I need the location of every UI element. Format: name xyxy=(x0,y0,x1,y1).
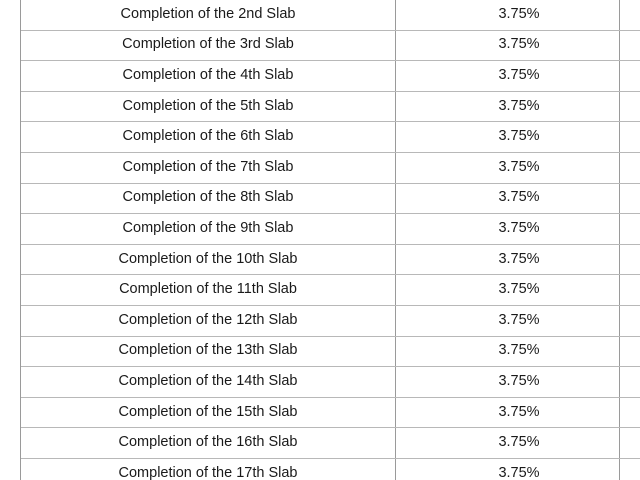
percentage-cell: 3.75% xyxy=(396,244,640,275)
percentage-cell: 3.75% xyxy=(396,305,640,336)
table-body xyxy=(21,0,640,480)
table-row xyxy=(21,91,640,122)
table-row xyxy=(21,244,640,275)
milestone-cell: Completion of the 5th Slab xyxy=(21,91,396,122)
percentage-cell: 3.75% xyxy=(396,336,640,367)
table-row xyxy=(21,305,640,336)
table-row xyxy=(21,122,640,153)
table-row xyxy=(21,61,640,92)
percentage-cell: 3.75% xyxy=(396,397,640,428)
table-row xyxy=(21,367,640,398)
table-row xyxy=(21,214,640,245)
percentage-cell: 3.75% xyxy=(396,428,640,459)
milestone-cell: Completion of the 17th Slab xyxy=(21,458,396,480)
percentage-cell: 3.75% xyxy=(396,61,640,92)
percentage-cell: 3.75% xyxy=(396,91,640,122)
table-row xyxy=(21,152,640,183)
percentage-cell: 3.75% xyxy=(396,183,640,214)
percentage-cell: 3.75% xyxy=(498,464,540,480)
percentage-cell: 3.75% xyxy=(396,367,640,398)
percentage-cell: 3.75% xyxy=(396,30,640,61)
percentage-cell: 3.75% xyxy=(396,275,640,306)
payment-schedule-table xyxy=(21,0,640,480)
milestone-cell: Completion of the 6th Slab xyxy=(21,122,396,153)
percentage-cell: 3.75% xyxy=(396,152,640,183)
table-row xyxy=(21,458,640,480)
milestone-cell: Completion of the 7th Slab xyxy=(21,152,396,183)
milestone-cell: Completion of the 10th Slab xyxy=(21,244,396,275)
table-row xyxy=(21,275,640,306)
percentage-cell: 3.75% xyxy=(396,214,640,245)
table-row xyxy=(21,30,640,61)
table-row xyxy=(21,0,640,30)
table-row xyxy=(21,397,640,428)
milestone-cell: Completion of the 2nd Slab xyxy=(21,0,396,30)
milestone-cell: Completion of the 12th Slab xyxy=(21,305,396,336)
milestone-cell: Completion of the 13th Slab xyxy=(21,336,396,367)
table-row xyxy=(21,428,640,459)
milestone-cell: Completion of the 8th Slab xyxy=(21,183,396,214)
milestone-cell: Completion of the 11th Slab xyxy=(21,275,396,306)
table-row xyxy=(21,336,640,367)
percentage-cell: 3.75% xyxy=(396,0,640,30)
percentage-cell: 3.75% xyxy=(396,122,640,153)
milestone-cell: Completion of the 16th Slab xyxy=(21,428,396,459)
table-row xyxy=(21,183,640,214)
milestone-cell: Completion of the 9th Slab xyxy=(21,214,396,245)
milestone-cell: Completion of the 3rd Slab xyxy=(21,30,396,61)
milestone-cell: Completion of the 15th Slab xyxy=(21,397,396,428)
milestone-cell: Completion of the 14th Slab xyxy=(21,367,396,398)
milestone-cell: Completion of the 4th Slab xyxy=(21,61,396,92)
